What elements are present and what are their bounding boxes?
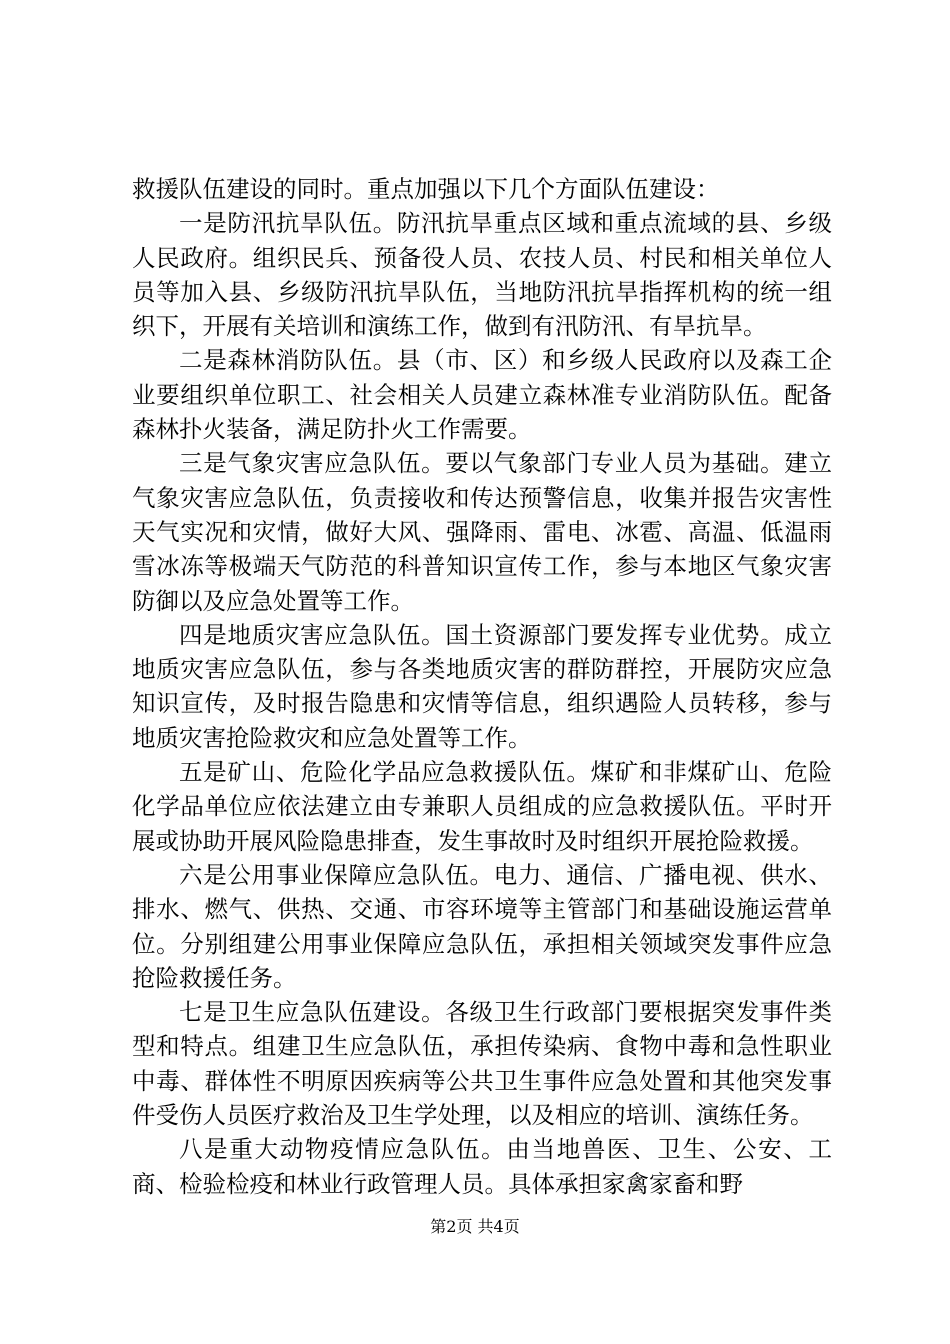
paragraph-geological-team: 四是地质灾害应急队伍。国土资源部门要发挥专业优势。成立地质灾害应急队伍，参与各类地质灾害的群防群控，开展防灾应急知识宣传，及时报告隐患和灾情等信息，组织遇险人员转移，参与地质灾害抢险救灾和应急处置等工作。 [132, 620, 832, 752]
paragraph-public-utility-team: 六是公用事业保障应急队伍。电力、通信、广播电视、供水、排水、燃气、供热、交通、市容环境等主管部门和基础设施运营单位。分别组建公用事业保障应急队伍，承担相关领域突发事件应急抢险救援任务。 [132, 860, 832, 992]
document-body [132, 172, 832, 1201]
paragraph-health-team: 七是卫生应急队伍建设。各级卫生行政部门要根据突发事件类型和特点。组建卫生应急队伍，承担传染病、食物中毒和急性职业中毒、群体性不明原因疾病等公共卫生事件应急处置和其他突发事件受伤人员医疗救治及卫生学处理，以及相应的培训、演练任务。 [132, 998, 832, 1130]
paragraph-meteorological-team: 三是气象灾害应急队伍。要以气象部门专业人员为基础。建立气象灾害应急队伍，负责接收和传达预警信息，收集并报告灾害性天气实况和灾情，做好大风、强降雨、雷电、冰雹、高温、低温雨雪冰冻等极端天气防范的科普知识宣传工作，参与本地区气象灾害防御以及应急处置等工作。 [132, 449, 832, 615]
paragraph-continuation: 救援队伍建设的同时。重点加强以下几个方面队伍建设： [132, 175, 720, 203]
paragraph-flood-drought-team: 一是防汛抗旱队伍。防汛抗旱重点区域和重点流域的县、乡级人民政府。组织民兵、预备役人员、农技人员、村民和相关单位人员等加入县、乡级防汛抗旱队伍，当地防汛抗旱指挥机构的统一组织下，开展有关培训和演练工作，做到有汛防汛、有旱抗旱。 [132, 209, 832, 341]
paragraph-animal-epidemic-team: 八是重大动物疫情应急队伍。由当地兽医、卫生、公安、工商、检验检疫和林业行政管理人员。具体承担家禽家畜和野 [132, 1135, 832, 1198]
paragraph-mining-chemical-team: 五是矿山、危险化学品应急救援队伍。煤矿和非煤矿山、危险化学品单位应依法建立由专兼职人员组成的应急救援队伍。平时开展或协助开展风险隐患排查，发生事故时及时组织开展抢险救援。 [132, 758, 832, 855]
paragraph-forest-fire-team: 二是森林消防队伍。县（市、区）和乡级人民政府以及森工企业要组织单位职工、社会相关人员建立森林准专业消防队伍。配备森林扑火装备，满足防扑火工作需要。 [132, 346, 832, 444]
page-number-footer: 第2页 共4页 [430, 1217, 520, 1236]
